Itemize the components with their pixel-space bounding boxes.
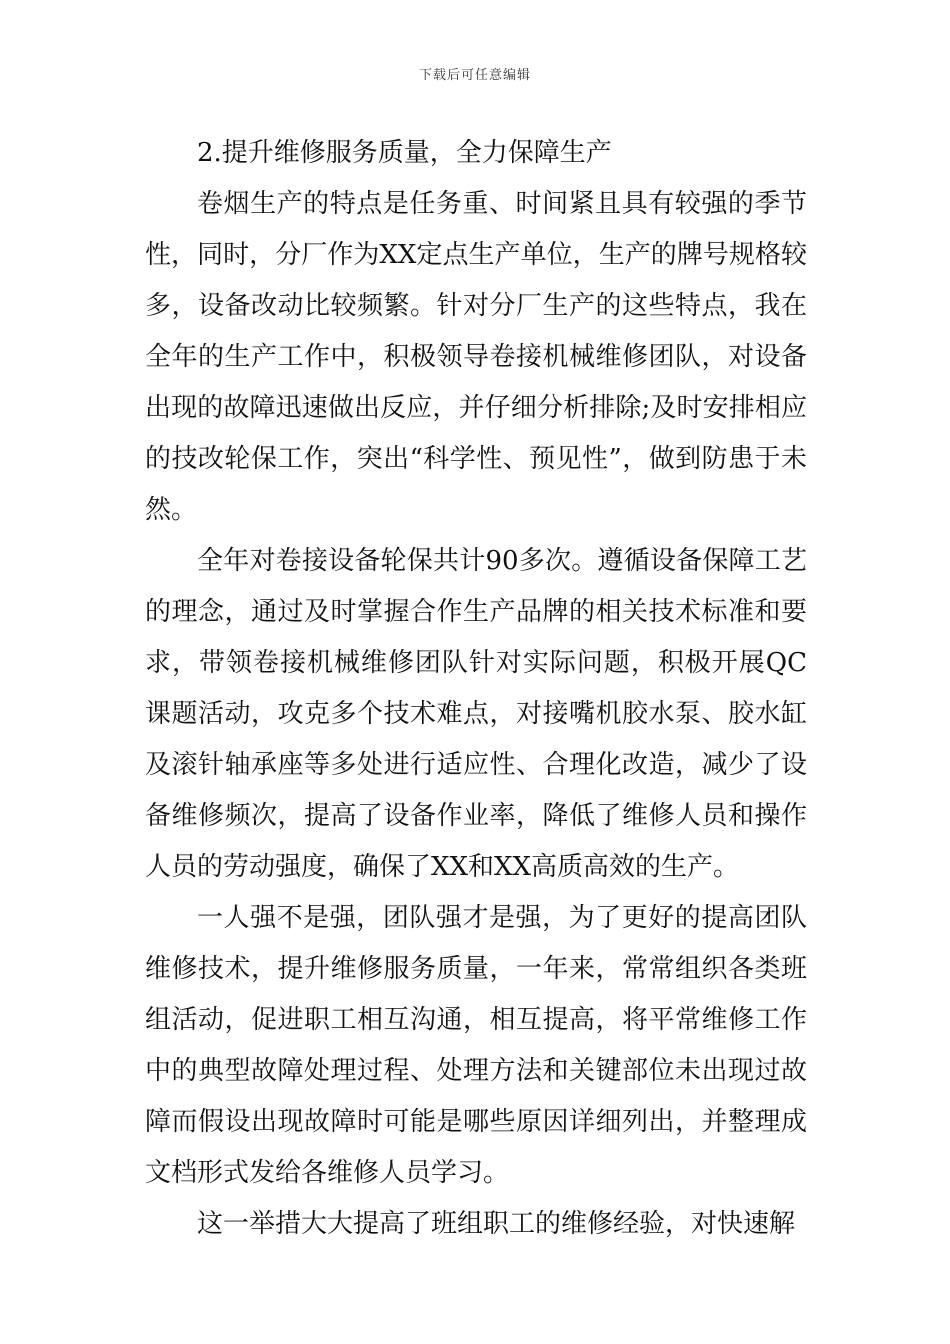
document-body xyxy=(145,128,807,1250)
section-heading: 2.提升维修服务质量，全力保障生产 xyxy=(197,138,612,168)
header-note: 下载后可任意编辑 xyxy=(418,68,531,83)
paragraph-3: 一人强不是强，团队强才是强，为了更好的提高团队维修技术，提升维修服务质量，一年来，常常组织各类班组活动，促进职工相互沟通，相互提高，将平常维修工作中的典型故障处理过程、处理方法和关键部位未出现过故障而假设出现故障时可能是哪些原因详细列出，并整理成文档形式发给各维修人员学习。 xyxy=(145,903,807,1188)
paragraph-4: 这一举措大大提高了班组职工的维修经验，对快速解 xyxy=(197,1209,796,1239)
paragraph-2: 全年对卷接设备轮保共计90多次。遵循设备保障工艺的理念，通过及时掌握合作生产品牌的相关技术标准和要求，带领卷接机械维修团队针对实际问题，积极开展QC课题活动，攻克多个技术难点，对接嘴机胶水泵、胶水缸及滚针轴承座等多处进行适应性、合理化改造，减少了设备维修频次，提高了设备作业率，降低了维修人员和操作人员的劳动强度，确保了XX和XX高质高效的生产。 xyxy=(145,546,807,882)
paragraph-1: 卷烟生产的特点是任务重、时间紧且具有较强的季节性，同时，分厂作为XX定点生产单位，生产的牌号规格较多，设备改动比较频繁。针对分厂生产的这些特点，我在全年的生产工作中，积极领导卷接机械维修团队，对设备出现的故障迅速做出反应，并仔细分析排除;及时安排相应的技改轮保工作，突出“科学性、预见性”，做到防患于未然。 xyxy=(145,189,807,525)
